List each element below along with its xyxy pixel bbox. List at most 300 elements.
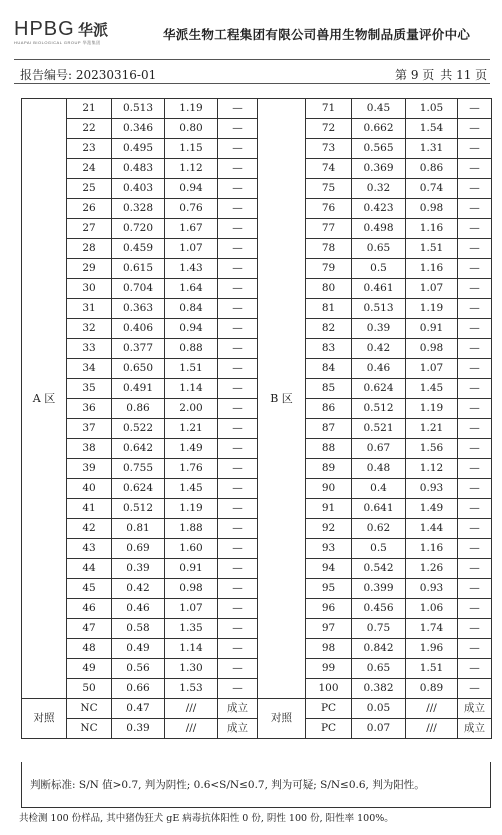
zone-a-sn-value: 1.88 xyxy=(165,519,218,539)
zone-b-sample-no: 87 xyxy=(306,419,352,439)
zone-b-result: — xyxy=(458,559,492,579)
zone-b-sn-value: 1.54 xyxy=(406,119,458,139)
page-number: 第 9 页 xyxy=(395,68,435,82)
zone-a-sn-value: 0.76 xyxy=(165,199,218,219)
zone-a-sn-value: 0.84 xyxy=(165,299,218,319)
zone-a-od-value: 0.491 xyxy=(112,379,165,399)
zone-b-result: — xyxy=(458,259,492,279)
zone-b-sample-no: 94 xyxy=(306,559,352,579)
table-row xyxy=(22,559,492,579)
results-body xyxy=(22,99,492,739)
zone-b-od-value: 0.46 xyxy=(352,359,406,379)
table-row xyxy=(22,299,492,319)
zone-b-result: — xyxy=(458,139,492,159)
zone-a-od-value: 0.403 xyxy=(112,179,165,199)
zone-a-sn-value: 2.00 xyxy=(165,399,218,419)
table-row xyxy=(22,519,492,539)
zone-b-od-value: 0.662 xyxy=(352,119,406,139)
zone-a-sn-value: 0.91 xyxy=(165,559,218,579)
left-control-sn: /// xyxy=(165,719,218,739)
zone-b-sn-value: 1.07 xyxy=(406,359,458,379)
zone-b-od-value: 0.4 xyxy=(352,479,406,499)
table-row xyxy=(22,179,492,199)
zone-a-result: — xyxy=(218,99,258,119)
zone-b-od-value: 0.513 xyxy=(352,299,406,319)
zone-a-od-value: 0.720 xyxy=(112,219,165,239)
zone-b-od-value: 0.842 xyxy=(352,639,406,659)
table-row xyxy=(22,279,492,299)
table-row xyxy=(22,679,492,699)
zone-b-sn-value: 0.93 xyxy=(406,479,458,499)
zone-b-result: — xyxy=(458,639,492,659)
zone-a-result: — xyxy=(218,679,258,699)
zone-a-sn-value: 1.67 xyxy=(165,219,218,239)
zone-a-sample-no: 27 xyxy=(67,219,112,239)
table-row xyxy=(22,599,492,619)
zone-b-sample-no: 75 xyxy=(306,179,352,199)
judgement-criteria: 判断标准: S/N 值>0.7, 判为阴性; 0.6<S/N≤0.7, 判为可疑; S/N≤0.6, 判为阳性。 xyxy=(30,779,425,791)
zone-a-sample-no: 34 xyxy=(67,359,112,379)
table-row xyxy=(22,339,492,359)
table-row xyxy=(22,199,492,219)
zone-b-result: — xyxy=(458,579,492,599)
zone-a-od-value: 0.642 xyxy=(112,439,165,459)
zone-b-od-value: 0.565 xyxy=(352,139,406,159)
zone-a-od-value: 0.56 xyxy=(112,659,165,679)
zone-a-od-value: 0.755 xyxy=(112,459,165,479)
report-number: 报告编号: 20230316-01 xyxy=(20,68,157,82)
table-row xyxy=(22,439,492,459)
zone-b-result: — xyxy=(458,539,492,559)
zone-b-sn-value: 1.74 xyxy=(406,619,458,639)
left-control-type: NC xyxy=(67,719,112,739)
left-control-status: 成立 xyxy=(218,699,258,719)
zone-a-od-value: 0.42 xyxy=(112,579,165,599)
zone-a-result: — xyxy=(218,279,258,299)
zone-b-sample-no: 92 xyxy=(306,519,352,539)
zone-a-od-value: 0.459 xyxy=(112,239,165,259)
zone-b-od-value: 0.5 xyxy=(352,259,406,279)
zone-b-sn-value: 1.16 xyxy=(406,259,458,279)
table-row xyxy=(22,639,492,659)
zone-a-result: — xyxy=(218,239,258,259)
right-control-od: 0.05 xyxy=(352,699,406,719)
zone-a-od-value: 0.58 xyxy=(112,619,165,639)
table-row xyxy=(22,219,492,239)
zone-b-sn-value: 0.93 xyxy=(406,579,458,599)
zone-a-result: — xyxy=(218,599,258,619)
zone-a-result: — xyxy=(218,419,258,439)
zone-b-od-value: 0.48 xyxy=(352,459,406,479)
zone-b-result: — xyxy=(458,199,492,219)
zone-b-sn-value: 1.16 xyxy=(406,539,458,559)
zone-b-od-value: 0.75 xyxy=(352,619,406,639)
zone-b-result: — xyxy=(458,159,492,179)
right-control-sn: /// xyxy=(406,699,458,719)
zone-a-result: — xyxy=(218,459,258,479)
zone-a-result: — xyxy=(218,499,258,519)
zone-a-sample-no: 49 xyxy=(67,659,112,679)
zone-b-result: — xyxy=(458,599,492,619)
table-row xyxy=(22,139,492,159)
zone-a-sn-value: 0.98 xyxy=(165,579,218,599)
zone-a-result: — xyxy=(218,619,258,639)
zone-b-result: — xyxy=(458,219,492,239)
zone-b-sample-no: 72 xyxy=(306,119,352,139)
table-row xyxy=(22,479,492,499)
test-summary: 共检测 100 份样品, 其中猪伪狂犬 gE 病毒抗体阳性 0 份, 阴性 100 份, 阳性率 100%。 xyxy=(19,813,394,824)
table-row xyxy=(22,359,492,379)
table-row xyxy=(22,539,492,559)
left-control-od: 0.39 xyxy=(112,719,165,739)
zone-a-sn-value: 1.45 xyxy=(165,479,218,499)
zone-b-sn-value: 1.96 xyxy=(406,639,458,659)
zone-b-result: — xyxy=(458,499,492,519)
zone-b-od-value: 0.382 xyxy=(352,679,406,699)
zone-b-sample-no: 82 xyxy=(306,319,352,339)
report-header xyxy=(0,0,502,60)
zone-a-sn-value: 1.14 xyxy=(165,379,218,399)
zone-a-sample-no: 26 xyxy=(67,199,112,219)
control-row xyxy=(22,719,492,739)
zone-a-sample-no: 48 xyxy=(67,639,112,659)
zone-a-sample-no: 38 xyxy=(67,439,112,459)
zone-b-od-value: 0.65 xyxy=(352,659,406,679)
results-table xyxy=(21,98,492,739)
zone-b-sample-no: 83 xyxy=(306,339,352,359)
zone-a-result: — xyxy=(218,379,258,399)
zone-b-sample-no: 85 xyxy=(306,379,352,399)
zone-a-sn-value: 1.14 xyxy=(165,639,218,659)
zone-a-sn-value: 1.76 xyxy=(165,459,218,479)
header-divider xyxy=(14,59,490,60)
zone-a-od-value: 0.346 xyxy=(112,119,165,139)
zone-b-sample-no: 98 xyxy=(306,639,352,659)
zone-a-sample-no: 44 xyxy=(67,559,112,579)
zone-b-sample-no: 99 xyxy=(306,659,352,679)
zone-a-sample-no: 36 xyxy=(67,399,112,419)
zone-a-od-value: 0.39 xyxy=(112,559,165,579)
zone-a-sn-value: 0.94 xyxy=(165,319,218,339)
table-row xyxy=(22,659,492,679)
zone-b-result: — xyxy=(458,399,492,419)
zone-a-od-value: 0.650 xyxy=(112,359,165,379)
zone-a-sn-value: 1.51 xyxy=(165,359,218,379)
zone-a-sample-no: 39 xyxy=(67,459,112,479)
zone-b-sample-no: 91 xyxy=(306,499,352,519)
right-control-sn: /// xyxy=(406,719,458,739)
zone-a-result: — xyxy=(218,639,258,659)
table-row xyxy=(22,239,492,259)
zone-b-result: — xyxy=(458,299,492,319)
zone-b-sn-value: 0.89 xyxy=(406,679,458,699)
zone-b-sample-no: 78 xyxy=(306,239,352,259)
table-row xyxy=(22,419,492,439)
zone-a-sn-value: 1.43 xyxy=(165,259,218,279)
company-logo xyxy=(14,18,164,48)
zone-b-od-value: 0.45 xyxy=(352,99,406,119)
zone-a-result: — xyxy=(218,199,258,219)
table-row xyxy=(22,159,492,179)
zone-a-sn-value: 1.35 xyxy=(165,619,218,639)
zone-b-result: — xyxy=(458,619,492,639)
zone-a-od-value: 0.49 xyxy=(112,639,165,659)
zone-b-result: — xyxy=(458,119,492,139)
zone-b-sample-no: 71 xyxy=(306,99,352,119)
zone-b-result: — xyxy=(458,239,492,259)
zone-b-od-value: 0.5 xyxy=(352,539,406,559)
zone-b-od-value: 0.456 xyxy=(352,599,406,619)
zone-a-result: — xyxy=(218,299,258,319)
zone-b-od-value: 0.542 xyxy=(352,559,406,579)
zone-b-sn-value: 1.21 xyxy=(406,419,458,439)
zone-b-result: — xyxy=(458,519,492,539)
zone-a-sn-value: 1.19 xyxy=(165,99,218,119)
table-row xyxy=(22,119,492,139)
zone-a-sample-no: 40 xyxy=(67,479,112,499)
zone-a-od-value: 0.483 xyxy=(112,159,165,179)
zone-b-od-value: 0.512 xyxy=(352,399,406,419)
right-control-status: 成立 xyxy=(458,699,492,719)
zone-b-sample-no: 93 xyxy=(306,539,352,559)
page-indicator xyxy=(395,66,487,83)
zone-a-sample-no: 35 xyxy=(67,379,112,399)
zone-a-result: — xyxy=(218,159,258,179)
table-row xyxy=(22,319,492,339)
zone-a-sample-no: 29 xyxy=(67,259,112,279)
left-control-type: NC xyxy=(67,699,112,719)
zone-b-sample-no: 95 xyxy=(306,579,352,599)
right-control-status: 成立 xyxy=(458,719,492,739)
table-row xyxy=(22,459,492,479)
zone-a-od-value: 0.512 xyxy=(112,499,165,519)
zone-a-sn-value: 0.94 xyxy=(165,179,218,199)
table-row xyxy=(22,99,492,119)
zone-b-result: — xyxy=(458,419,492,439)
zone-b-sample-no: 90 xyxy=(306,479,352,499)
zone-a-od-value: 0.495 xyxy=(112,139,165,159)
control-label-left: 对照 xyxy=(22,699,67,739)
zone-b-sample-no: 77 xyxy=(306,219,352,239)
zone-a-result: — xyxy=(218,359,258,379)
zone-b-sample-no: 79 xyxy=(306,259,352,279)
zone-b-result: — xyxy=(458,359,492,379)
zone-b-sn-value: 0.74 xyxy=(406,179,458,199)
zone-b-od-value: 0.42 xyxy=(352,339,406,359)
zone-b-result: — xyxy=(458,99,492,119)
zone-a-sample-no: 46 xyxy=(67,599,112,619)
zone-b-od-value: 0.369 xyxy=(352,159,406,179)
zone-a-result: — xyxy=(218,539,258,559)
zone-b-od-value: 0.624 xyxy=(352,379,406,399)
zone-b-sn-value: 1.26 xyxy=(406,559,458,579)
organization-name: 华派生物工程集团有限公司兽用生物制品质量评价中心 xyxy=(163,27,471,42)
right-control-type: PC xyxy=(306,719,352,739)
zone-b-sn-value: 0.98 xyxy=(406,339,458,359)
zone-a-result: — xyxy=(218,399,258,419)
table-row xyxy=(22,619,492,639)
zone-b-result: — xyxy=(458,379,492,399)
zone-b-od-value: 0.39 xyxy=(352,319,406,339)
zone-a-sample-no: 43 xyxy=(67,539,112,559)
zone-a-result: — xyxy=(218,559,258,579)
zone-b-result: — xyxy=(458,179,492,199)
page-total: 共 11 页 xyxy=(440,68,488,82)
zone-b-od-value: 0.498 xyxy=(352,219,406,239)
zone-a-od-value: 0.66 xyxy=(112,679,165,699)
zone-b-label: B 区 xyxy=(258,99,306,699)
zone-a-sn-value: 1.64 xyxy=(165,279,218,299)
zone-b-sn-value: 1.56 xyxy=(406,439,458,459)
zone-b-result: — xyxy=(458,679,492,699)
zone-b-sn-value: 1.16 xyxy=(406,219,458,239)
zone-a-result: — xyxy=(218,319,258,339)
zone-b-sample-no: 81 xyxy=(306,299,352,319)
zone-a-sn-value: 1.07 xyxy=(165,599,218,619)
zone-b-od-value: 0.399 xyxy=(352,579,406,599)
zone-b-result: — xyxy=(458,439,492,459)
zone-b-sample-no: 86 xyxy=(306,399,352,419)
table-row xyxy=(22,399,492,419)
zone-a-sample-no: 22 xyxy=(67,119,112,139)
zone-a-sample-no: 23 xyxy=(67,139,112,159)
zone-a-result: — xyxy=(218,439,258,459)
zone-b-sn-value: 0.91 xyxy=(406,319,458,339)
zone-a-result: — xyxy=(218,219,258,239)
zone-a-sample-no: 21 xyxy=(67,99,112,119)
zone-b-sample-no: 76 xyxy=(306,199,352,219)
zone-a-sample-no: 31 xyxy=(67,299,112,319)
zone-b-sample-no: 73 xyxy=(306,139,352,159)
zone-a-sn-value: 1.21 xyxy=(165,419,218,439)
zone-a-od-value: 0.513 xyxy=(112,99,165,119)
zone-a-sample-no: 47 xyxy=(67,619,112,639)
zone-b-sample-no: 96 xyxy=(306,599,352,619)
zone-a-od-value: 0.46 xyxy=(112,599,165,619)
zone-a-od-value: 0.363 xyxy=(112,299,165,319)
zone-a-sn-value: 0.88 xyxy=(165,339,218,359)
zone-a-sample-no: 30 xyxy=(67,279,112,299)
zone-a-sn-value: 1.60 xyxy=(165,539,218,559)
zone-b-result: — xyxy=(458,479,492,499)
left-control-sn: /// xyxy=(165,699,218,719)
zone-a-label: A 区 xyxy=(22,99,67,699)
zone-a-od-value: 0.328 xyxy=(112,199,165,219)
criteria-box xyxy=(21,762,491,808)
zone-a-od-value: 0.406 xyxy=(112,319,165,339)
table-row xyxy=(22,499,492,519)
zone-a-sample-no: 41 xyxy=(67,499,112,519)
zone-b-od-value: 0.521 xyxy=(352,419,406,439)
zone-a-od-value: 0.704 xyxy=(112,279,165,299)
zone-a-sn-value: 1.53 xyxy=(165,679,218,699)
zone-a-result: — xyxy=(218,119,258,139)
zone-a-sn-value: 1.15 xyxy=(165,139,218,159)
zone-b-result: — xyxy=(458,459,492,479)
zone-b-result: — xyxy=(458,339,492,359)
zone-a-sample-no: 25 xyxy=(67,179,112,199)
zone-b-result: — xyxy=(458,279,492,299)
zone-b-sn-value: 1.31 xyxy=(406,139,458,159)
zone-b-od-value: 0.65 xyxy=(352,239,406,259)
zone-a-result: — xyxy=(218,579,258,599)
zone-a-sn-value: 1.30 xyxy=(165,659,218,679)
zone-a-sample-no: 42 xyxy=(67,519,112,539)
zone-a-sample-no: 50 xyxy=(67,679,112,699)
zone-b-sample-no: 80 xyxy=(306,279,352,299)
zone-a-result: — xyxy=(218,179,258,199)
zone-b-sample-no: 88 xyxy=(306,439,352,459)
zone-b-od-value: 0.62 xyxy=(352,519,406,539)
zone-a-sn-value: 1.19 xyxy=(165,499,218,519)
zone-b-sn-value: 1.19 xyxy=(406,399,458,419)
control-label-right: 对照 xyxy=(258,699,306,739)
zone-a-od-value: 0.615 xyxy=(112,259,165,279)
zone-b-sn-value: 1.45 xyxy=(406,379,458,399)
zone-b-result: — xyxy=(458,319,492,339)
zone-b-sn-value: 1.44 xyxy=(406,519,458,539)
zone-a-od-value: 0.624 xyxy=(112,479,165,499)
zone-b-sn-value: 1.51 xyxy=(406,659,458,679)
logo-cn-text: 华派 xyxy=(78,21,109,39)
zone-a-result: — xyxy=(218,479,258,499)
zone-a-result: — xyxy=(218,259,258,279)
zone-b-sn-value: 1.07 xyxy=(406,279,458,299)
zone-a-od-value: 0.377 xyxy=(112,339,165,359)
left-control-status: 成立 xyxy=(218,719,258,739)
table-row xyxy=(22,259,492,279)
right-control-od: 0.07 xyxy=(352,719,406,739)
logo-text: HPBG xyxy=(14,18,75,40)
zone-a-result: — xyxy=(218,339,258,359)
zone-a-od-value: 0.69 xyxy=(112,539,165,559)
control-row xyxy=(22,699,492,719)
zone-a-sample-no: 33 xyxy=(67,339,112,359)
zone-a-od-value: 0.522 xyxy=(112,419,165,439)
zone-a-sn-value: 0.80 xyxy=(165,119,218,139)
zone-b-sample-no: 74 xyxy=(306,159,352,179)
zone-b-sample-no: 100 xyxy=(306,679,352,699)
zone-b-sample-no: 84 xyxy=(306,359,352,379)
zone-a-result: — xyxy=(218,519,258,539)
zone-a-od-value: 0.81 xyxy=(112,519,165,539)
table-row xyxy=(22,579,492,599)
zone-b-sn-value: 1.12 xyxy=(406,459,458,479)
logo-subtitle: HUAPAI BIOLOGICAL GROUP 华派集团 xyxy=(14,40,101,45)
zone-a-sn-value: 1.12 xyxy=(165,159,218,179)
zone-a-od-value: 0.86 xyxy=(112,399,165,419)
zone-a-sample-no: 24 xyxy=(67,159,112,179)
right-control-type: PC xyxy=(306,699,352,719)
zone-b-sn-value: 1.19 xyxy=(406,299,458,319)
zone-b-od-value: 0.641 xyxy=(352,499,406,519)
zone-b-od-value: 0.423 xyxy=(352,199,406,219)
left-control-od: 0.47 xyxy=(112,699,165,719)
zone-b-sn-value: 0.86 xyxy=(406,159,458,179)
zone-a-sn-value: 1.49 xyxy=(165,439,218,459)
zone-a-sample-no: 37 xyxy=(67,419,112,439)
zone-a-result: — xyxy=(218,139,258,159)
zone-b-sn-value: 1.05 xyxy=(406,99,458,119)
table-row xyxy=(22,379,492,399)
zone-b-sample-no: 97 xyxy=(306,619,352,639)
zone-b-od-value: 0.67 xyxy=(352,439,406,459)
zone-a-sample-no: 28 xyxy=(67,239,112,259)
zone-b-od-value: 0.32 xyxy=(352,179,406,199)
zone-b-sample-no: 89 xyxy=(306,459,352,479)
zone-b-sn-value: 0.98 xyxy=(406,199,458,219)
zone-b-sn-value: 1.51 xyxy=(406,239,458,259)
